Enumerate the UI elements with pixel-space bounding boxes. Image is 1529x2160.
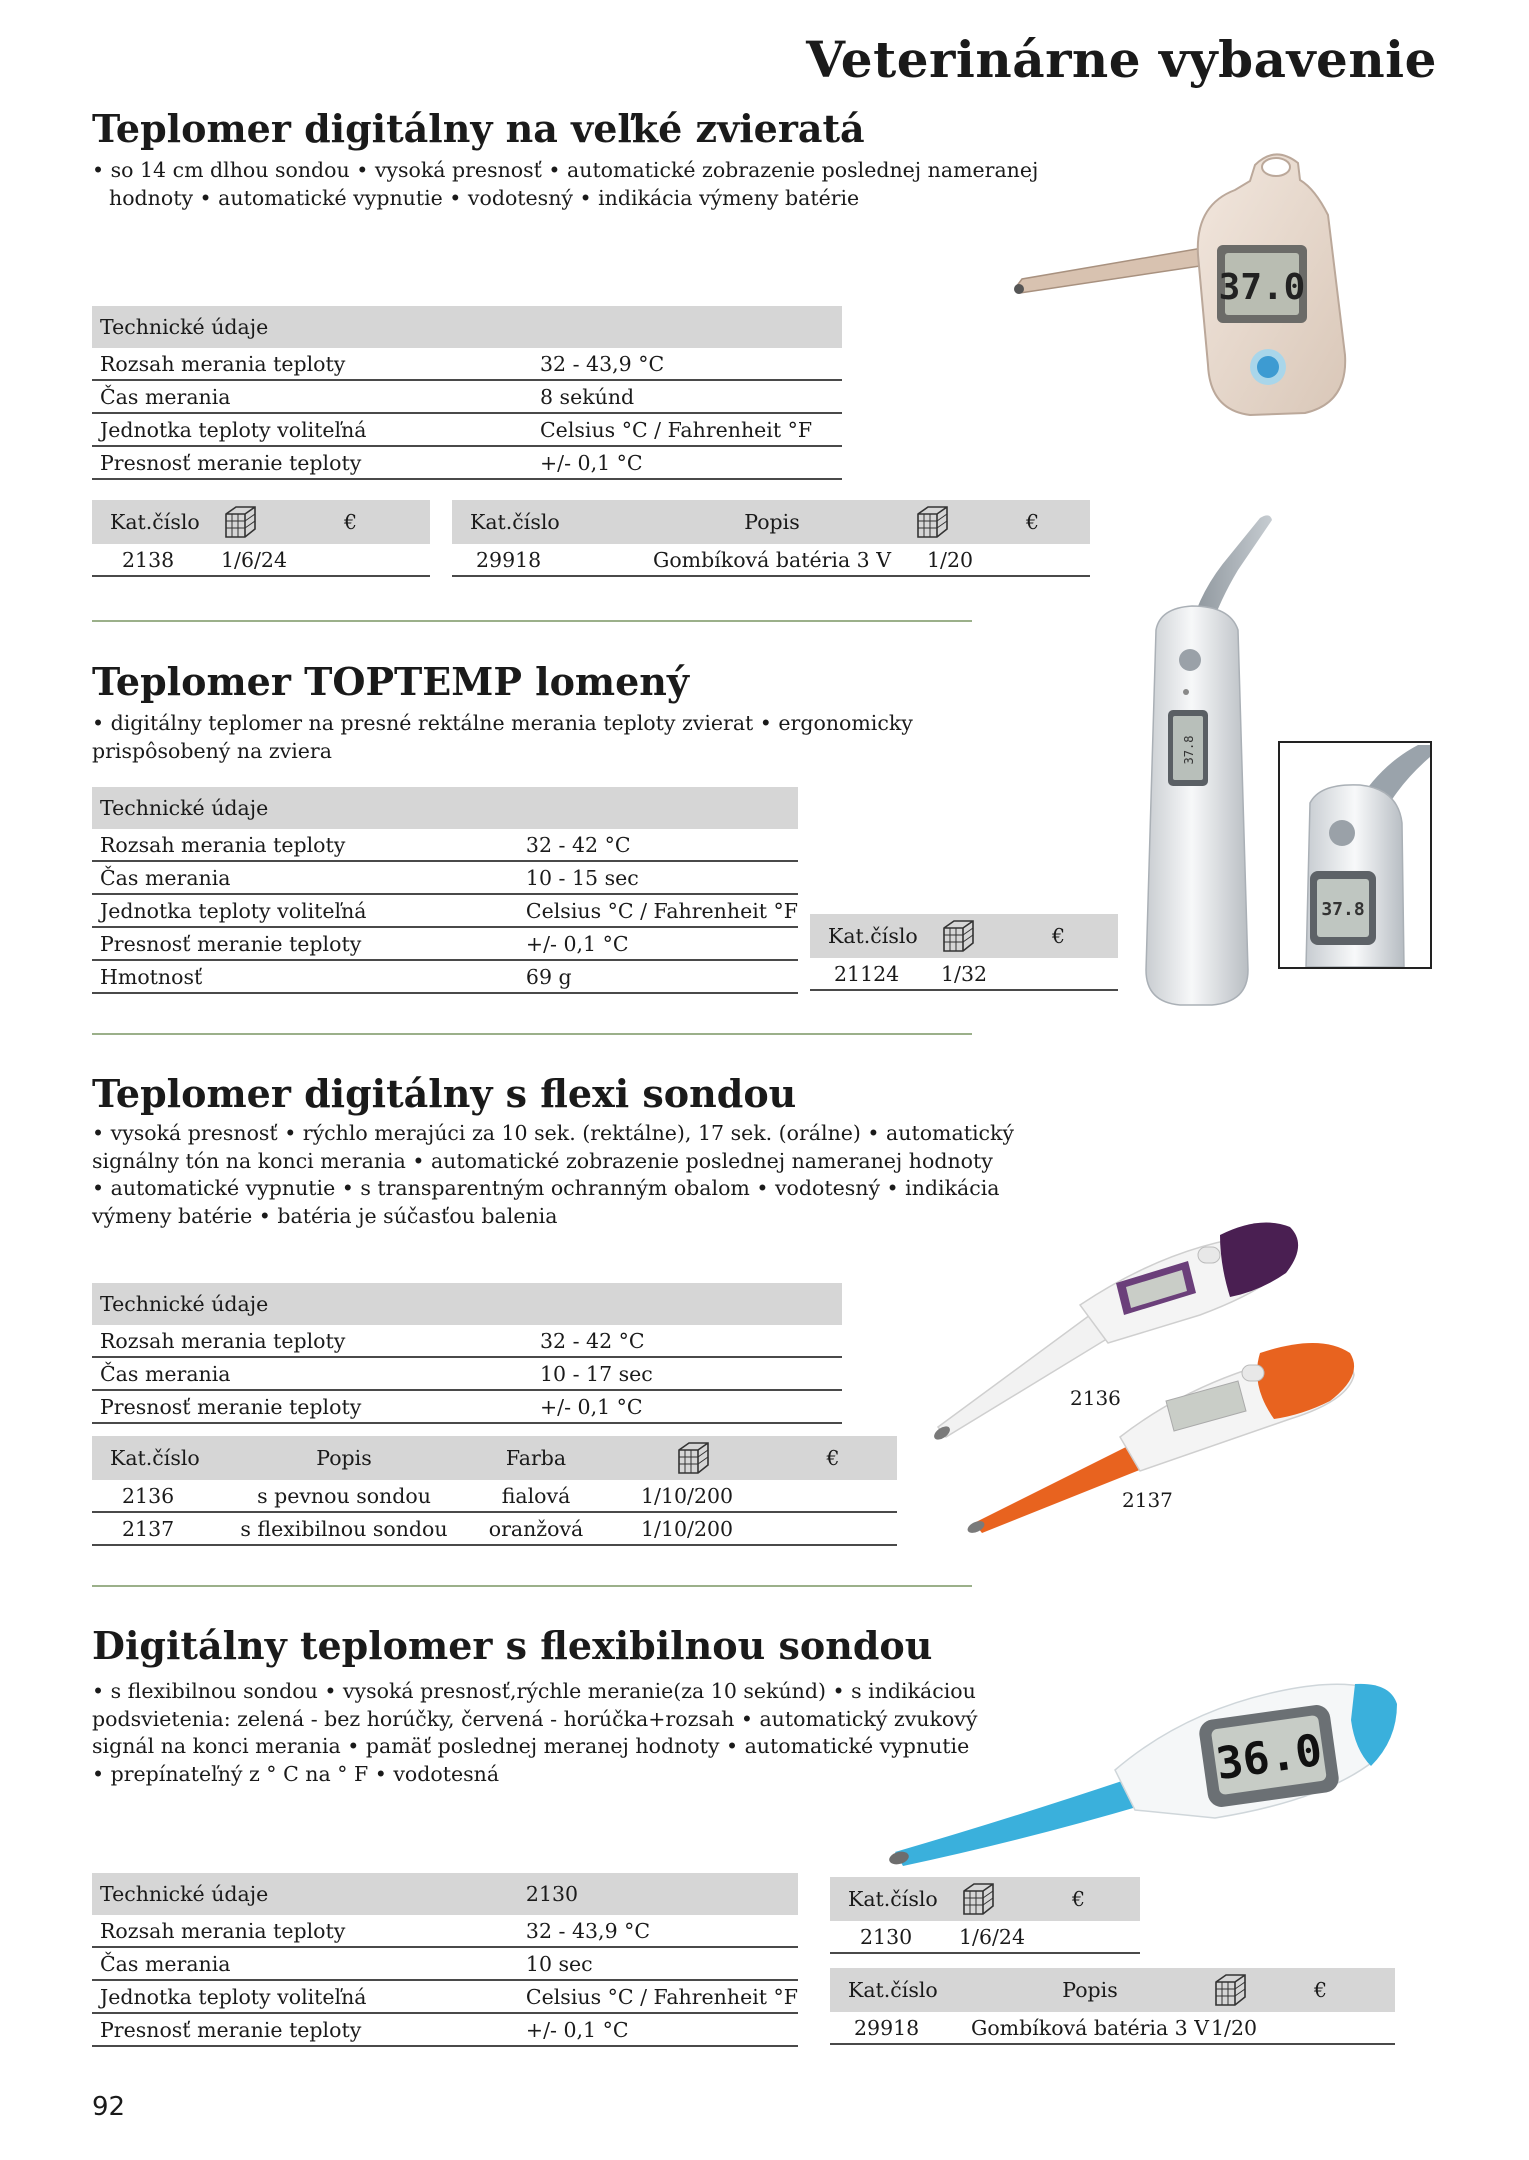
battery-catalog-table: Kat.číslo Popis € 29918 Gombíková batéria 3 V 1/20 <box>452 500 1090 577</box>
package-box-icon <box>940 918 976 954</box>
image-label: 2137 <box>1122 1488 1173 1512</box>
image-label: 2136 <box>1070 1386 1121 1410</box>
section-divider <box>92 1033 972 1035</box>
tech-spec-table: Technické údaje 2130 Rozsah merania teploty 32 - 43,9 °C Čas merania 10 sec Jednotka teploty voliteľná Celsius °C / Fahrenheit °F Presnosť meranie teploty +/- 0,1 °C <box>92 1873 798 2047</box>
section-divider <box>92 620 972 622</box>
section-description: • digitálny teplomer na presné rektálne merania teploty zvierat • ergonomicky prispôsobený na zviera <box>92 711 913 763</box>
section-divider <box>92 1585 972 1587</box>
lcd-reading: 36.0 <box>1213 1724 1326 1791</box>
section-title: Digitálny teplomer s flexibilnou sondou <box>92 1623 933 1668</box>
thermometer-flexible-blue-image <box>885 1670 1405 1870</box>
section-description: • vysoká presnosť • rýchlo merajúci za 10 sek. (rektálne), 17 sek. (orálne) • automatický signálny tón na konci merania • automatické zobrazenie poslednej nameranej hodnoty • automatické vypnutie • s transparentným ochranným obalom • vodotesný • indikácia výmeny batérie • batéria je súčasťou balenia <box>92 1121 1014 1228</box>
section-description: • so 14 cm dlhou sondou • vysoká presnosť • automatické zobrazenie poslednej nameranej hodnoty • automatické vypnutie • vodotesný • indikácia výmeny batérie <box>92 158 1039 210</box>
thermometer-toptemp-image <box>1120 510 1280 1010</box>
tech-spec-table: Technické údaje Rozsah merania teploty 32 - 42 °C Čas merania 10 - 15 sec Jednotka teploty voliteľná Celsius °C / Fahrenheit °F Presnosť meranie teploty +/- 0,1 °C Hmotnosť 69 g <box>92 787 798 994</box>
lcd-reading: 37.8 <box>1321 899 1365 920</box>
catalog-table: Kat.číslo € 2130 1/6/24 <box>830 1877 1140 1954</box>
thermometers-flexi-image <box>930 1205 1410 1535</box>
package-box-icon <box>222 504 258 540</box>
section-title: Teplomer digitálny s flexi sondou <box>92 1071 797 1116</box>
thermometer-detail-image <box>1280 743 1430 967</box>
page-header: Veterinárne vybavenie <box>806 30 1437 89</box>
lcd-reading: 37.8 <box>1182 735 1196 765</box>
thermometer-large-animal-image <box>1010 145 1430 435</box>
page-number: 92 <box>92 2092 126 2122</box>
catalog-table: Kat.číslo € 21124 1/32 <box>810 914 1118 991</box>
catalog-table: Kat.číslo € 2138 1/6/24 <box>92 500 430 577</box>
battery-catalog-table: Kat.číslo Popis € 29918 Gombíková batéria 3 V 1/20 <box>830 1968 1395 2045</box>
section-description: • s flexibilnou sondou • vysoká presnosť,rýchle meranie(za 10 sekúnd) • s indikáciou podsvietenia: zelená - bez horúčky, červená - horúčka+rozsah • automatický zvukový signál na konci merania • pamäť poslednej meranej hodnoty • automatické vypnutie • prepínateľný z ° C na ° F • vodotesná <box>92 1679 978 1786</box>
package-box-icon <box>960 1881 996 1917</box>
tech-spec-table: Technické údaje Rozsah merania teploty 32 - 42 °C Čas merania 10 - 17 sec Presnosť meranie teploty +/- 0,1 °C <box>92 1283 842 1424</box>
package-box-icon <box>675 1440 711 1476</box>
package-box-icon <box>1212 1972 1248 2008</box>
catalog-table: Kat.číslo Popis Farba € 2136 s pevnou sondou fialová 1/10/200 2137 s flexibilnou sondou oranžová 1/10/200 <box>92 1436 897 1546</box>
section-title: Teplomer TOPTEMP lomený <box>92 659 690 704</box>
lcd-reading: 37.0 <box>1218 267 1306 308</box>
section-title: Teplomer digitálny na veľké zvieratá <box>92 106 865 151</box>
tech-spec-table: Technické údaje Rozsah merania teploty 32 - 43,9 °C Čas merania 8 sekúnd Jednotka teploty voliteľná Celsius °C / Fahrenheit °F Presnosť meranie teploty +/- 0,1 °C <box>92 306 842 480</box>
thermometer-detail-inset <box>1278 741 1432 969</box>
package-box-icon <box>914 504 950 540</box>
